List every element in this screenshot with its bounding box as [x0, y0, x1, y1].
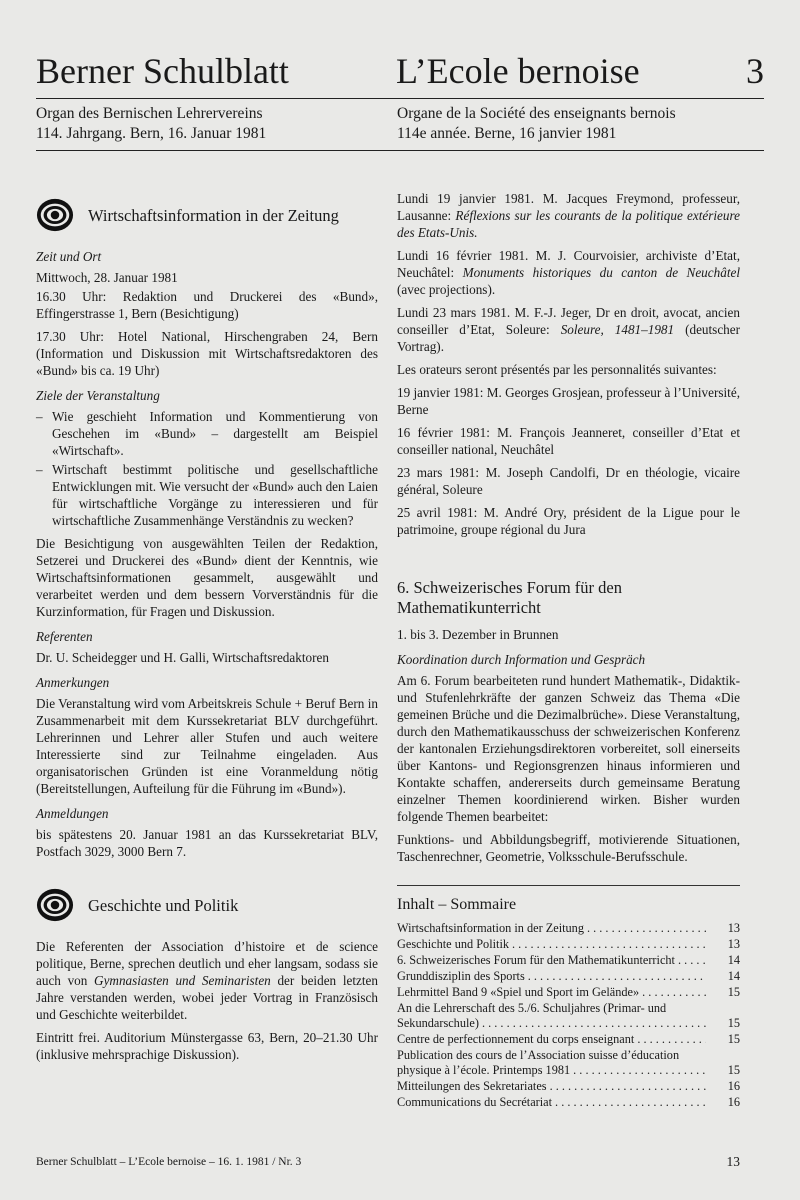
title-german: Berner Schulblatt: [36, 51, 289, 91]
section-header-geschichte: [36, 886, 378, 924]
table-of-contents: [397, 921, 740, 1110]
paragraph: 16.30 Uhr: Redaktion und Druckerei des «Bund», Effingerstrasse 1, Bern (Besichtigung): [36, 289, 378, 321]
footer-text: Berner Schulblatt – L’Ecole bernoise – 16. 1. 1981 / Nr. 3: [36, 1156, 302, 1168]
subtitle-rule: [36, 150, 764, 151]
paragraph: 16 février 1981: M. François Jeanneret, conseiller d’Etat et conseiller national, Neuchâtel: [397, 425, 740, 457]
section-header-wirtschaft: [36, 196, 378, 234]
toc-item-title: 6. Schweizerisches Forum für den Mathematikunterricht . . .: [397, 953, 706, 968]
toc-item-title: Centre de perfectionnement du corps enseignant . . .: [397, 1032, 706, 1047]
toc-item-page: 16: [727, 1079, 740, 1093]
text-run-italic: Soleure, 1481–1981: [560, 322, 675, 337]
toc-item-title: Publication des cours de l’Association suisse d’éducation physique à l’école. Printemps 1981 . . .: [397, 1048, 706, 1078]
toc-item-title: An die Lehrerschaft des 5./6. Schuljahres (Primar- und Sekundarschule) . . .: [397, 1001, 706, 1031]
toc-item: [397, 921, 740, 936]
subtitle-german: [36, 104, 366, 144]
title-french: L’Ecole bernoise: [396, 51, 640, 91]
toc-item: [397, 1095, 740, 1110]
toc-item-page: 15: [727, 1016, 740, 1030]
toc-item-title: Wirtschaftsinformation in der Zeitung . . .: [397, 921, 706, 936]
text-run: Lundi 23 mars 1981. M. F.-J. Jeger, Dr en droit, avocat, ancien conseiller d’Etat, Soleure:: [397, 305, 740, 337]
text-run-italic: Gymnasiasten und Seminaristen: [94, 973, 271, 988]
toc-item-title: Geschichte und Politik . . .: [397, 937, 706, 952]
organ-french: Organe de la Société des enseignants bernois: [397, 105, 676, 122]
section-title-forum: 6. Schweizerisches Forum für den Mathematikunterricht: [397, 578, 622, 617]
goals-list: [36, 408, 378, 529]
toc-item-page: 13: [727, 921, 740, 935]
text-run: Lundi 16 février 1981. M. J. Courvoisier, archiviste d’Etat, Neuchâtel:: [397, 248, 740, 280]
toc-item-page: 15: [727, 1032, 740, 1046]
paragraph: 23 mars 1981: M. Joseph Candolfi, Dr en théologie, vicaire général, Soleure: [397, 465, 740, 497]
left-column: [36, 190, 378, 1069]
toc-title: Inhalt – Sommaire: [397, 896, 517, 913]
subheading: Anmeldungen: [36, 806, 109, 821]
paragraph: 25 avril 1981: M. André Ory, président de la Ligue pour le patrimoine, groupe régional du Jura: [397, 505, 740, 537]
toc-item: [397, 969, 740, 984]
organ-german: Organ des Bernischen Lehrervereins: [36, 105, 263, 122]
toc-item-page: 14: [727, 969, 740, 983]
toc-rule: [397, 885, 740, 886]
eye-logo-icon: [36, 886, 74, 924]
masthead-rule: [36, 98, 764, 99]
toc-item-page: 15: [727, 985, 740, 999]
text-run-italic: Réflexions sur les courants de la politique extérieure des Etats-Unis.: [397, 208, 740, 240]
toc-item: [397, 937, 740, 952]
toc-item-page: 16: [727, 1095, 740, 1109]
list-item: – Wie geschieht Information und Kommentierung von Geschehen im «Bund» – dargestellt am Beispiel «Wirtschaft».: [36, 408, 378, 459]
text-run: (deutscher Vortrag).: [397, 322, 741, 354]
toc-item: [397, 1079, 740, 1094]
page-number: 13: [726, 1154, 740, 1169]
subtitle-french: [397, 104, 737, 144]
toc-item: [397, 1001, 740, 1031]
toc-item: [397, 1048, 740, 1078]
paragraph: 19 janvier 1981: M. Georges Grosjean, professeur à l’Université, Berne: [397, 385, 740, 417]
paragraph: Die Besichtigung von ausgewählten Teilen der Redaktion, Setzerei und Druckerei des «Bund» dient der Kenntnis, wie Wirtschaftsinformationen gesammelt, ausgewählt und verarbeitet werden und dem bessern Vorverständnis für die Kurzinformation, für Fragen und Diskussion.: [36, 536, 378, 619]
paragraph: Dr. U. Scheidegger und H. Galli, Wirtschaftsredaktoren: [36, 650, 329, 665]
text-run: der beiden letzten Jahre verstanden werden, wobei jeder Vortrag in Französisch und Geschichte weiterbildet.: [36, 973, 378, 1022]
paragraph: Eintritt frei. Auditorium Münstergasse 63, Bern, 20–21.30 Uhr (inklusive mehrsprachige Diskussion).: [36, 1030, 378, 1062]
toc-item-title: Lehrmittel Band 9 «Spiel und Sport im Gelände» . . .: [397, 985, 706, 1000]
date-french: 114e année. Berne, 16 janvier 1981: [397, 125, 617, 142]
right-column: [397, 190, 740, 1111]
toc-item: [397, 1032, 740, 1047]
paragraph: Die Veranstaltung wird vom Arbeitskreis Schule + Beruf Bern in Zusammenarbeit mit dem Kurssekretariat BLV durchgeführt. Lehrerinnen und Lehrer aller Stufen und auch weitere Interessierte sind zur Teilnahme eingeladen. Aus organisatorischen Gründen ist eine Voranmeldung nötig (Bereitstellungen, Aufteilung für die Führung im «Bund»).: [36, 696, 378, 796]
list-item: – Wirtschaft bestimmt politische und gesellschaftliche Entwicklungen mit. Wie versucht der «Bund» auch den Laien für wirtschaftliche Vorgänge zu interessieren und für wirtschaftliche Zusammenhänge Verständnis zu wecken?: [36, 461, 378, 529]
text-run: (avec projections).: [397, 282, 496, 297]
paragraph: [36, 938, 378, 1023]
text-run-italic: Monuments historiques du canton de Neuchâtel: [462, 265, 740, 280]
paragraph: Mittwoch, 28. Januar 1981: [36, 270, 178, 285]
toc-item-title: Communications du Secrétariat . . .: [397, 1095, 706, 1110]
subheading: Referenten: [36, 629, 93, 644]
paragraph: Am 6. Forum bearbeiteten rund hundert Mathematik-, Didaktik- und Stufenlehrkräfte der ganzen Schweiz das Thema «Die gemeinen Brüche und die Dezimalbrüche». Diese Veranstaltung, durch den Mathematikausschuss der schweizerischen Konferenz der kantonalen Erziehungsdirektoren vorbereitet, soll einerseits über Kantons- und Regionsgrenzen hinaus informieren und Kontakte schaffen, andererseits durch gemeinsame Beratung einzelner Themen koordinierend wirken. Bisher wurden folgende Themen bearbeitet:: [397, 673, 740, 824]
paragraph: [397, 190, 740, 241]
eye-logo-icon: [36, 196, 74, 234]
text-run: Lundi 19 janvier 1981. M. Jacques Freymond, professeur, Lausanne:: [397, 191, 740, 223]
subheading: Ziele der Veranstaltung: [36, 388, 160, 403]
text-run: Die Referenten der Association d’histoire et de science politique, Berne, sprechen deutlich und eher langsam, sodass sie auch von: [36, 939, 378, 988]
subheading: Koordination durch Information und Gespräch: [397, 652, 646, 667]
toc-item: [397, 985, 740, 1000]
toc-item-title: Grunddisziplin des Sports . . .: [397, 969, 706, 984]
toc-item: [397, 953, 740, 968]
toc-item-title: Mitteilungen des Sekretariates . . .: [397, 1079, 706, 1094]
issue-number: 3: [746, 51, 764, 91]
date-german: 114. Jahrgang. Bern, 16. Januar 1981: [36, 125, 267, 142]
subheading: Anmerkungen: [36, 675, 110, 690]
section-title: Wirtschaftsinformation in der Zeitung: [88, 205, 339, 225]
paragraph: 1. bis 3. Dezember in Brunnen: [397, 627, 559, 642]
toc-item-page: 14: [727, 953, 740, 967]
masthead: [36, 50, 764, 92]
paragraph: [397, 304, 740, 355]
toc-item-page: 15: [727, 1063, 740, 1077]
toc-item-page: 13: [727, 937, 740, 951]
section-title: Geschichte und Politik: [88, 895, 239, 915]
paragraph: Les orateurs seront présentés par les personnalités suivantes:: [397, 362, 717, 377]
paragraph: Funktions- und Abbildungsbegriff, motivierende Situationen, Taschenrechner, Geometrie, Volksschule-Berufsschule.: [397, 832, 740, 864]
paragraph: bis spätestens 20. Januar 1981 an das Kurssekretariat BLV, Postfach 3029, 3000 Bern 7.: [36, 827, 378, 859]
paragraph: [397, 247, 740, 298]
subheading: Zeit und Ort: [36, 249, 102, 264]
paragraph: 17.30 Uhr: Hotel National, Hirschengraben 24, Bern (Information und Diskussion mit Wirtschaftsredaktoren des «Bund» bis ca. 19 Uhr): [36, 329, 378, 378]
